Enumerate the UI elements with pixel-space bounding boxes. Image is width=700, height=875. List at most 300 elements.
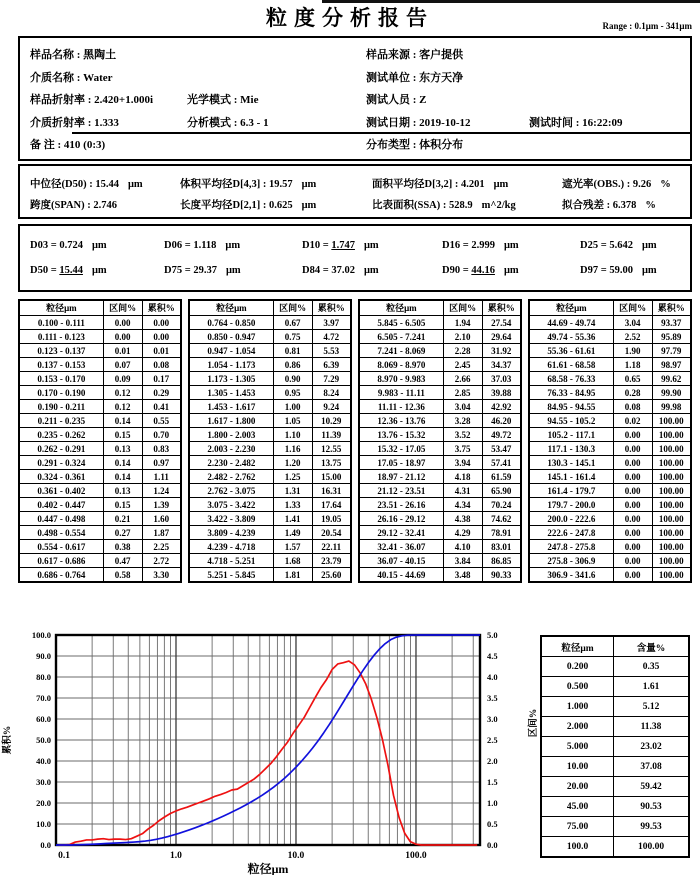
field (366, 46, 529, 62)
field-colon: : (54, 139, 64, 152)
y-left-tick-label: 70.0 (36, 693, 51, 703)
cumulative-cell: 100.00 (652, 554, 691, 568)
d-number: 29.37 (193, 265, 217, 276)
table-row (529, 386, 691, 400)
table-row (359, 330, 521, 344)
table-row (529, 484, 691, 498)
interval-cell: 0.15 (103, 498, 142, 512)
size-range-cell: 3.422 - 3.809 (189, 512, 273, 526)
interval-cell: 4.18 (443, 470, 482, 484)
size-range-cell: 0.686 - 0.764 (19, 568, 103, 583)
interval-cell: 3.04 (443, 400, 482, 414)
size-range-cell: 0.190 - 0.211 (19, 400, 103, 414)
interval-cell: 0.65 (613, 372, 652, 386)
interval-cell: 3.28 (443, 414, 482, 428)
d-unit: μm (225, 240, 241, 251)
size-range-cell: 0.764 - 0.850 (189, 316, 273, 330)
table-row (529, 526, 691, 540)
interval-cell: 0.00 (613, 456, 652, 470)
field (366, 114, 529, 130)
field-value: 16:22:09 (582, 116, 623, 129)
cumulative-cell: 97.79 (652, 344, 691, 358)
cumulative-cell: 15.00 (312, 470, 351, 484)
side-table (540, 635, 690, 858)
size-range-cell: 130.3 - 145.1 (529, 456, 613, 470)
metric-value: 15.44 (95, 179, 119, 190)
column-header: 累积% (652, 300, 691, 316)
field-label: 介质名称 (30, 71, 74, 84)
side-table-header-row (541, 636, 689, 657)
interval-cell: 1.05 (273, 414, 312, 428)
interval-cell: 4.10 (443, 540, 482, 554)
interval-cell: 1.33 (273, 498, 312, 512)
side-table-row (541, 677, 689, 697)
info-right-cell (366, 69, 682, 85)
table-row (359, 568, 521, 583)
field-value: 1.333 (94, 116, 119, 129)
report-title: 粒度分析报告 (266, 6, 434, 30)
content-cell: 90.53 (614, 797, 689, 817)
metric-label: 拟合残差 : (562, 200, 613, 211)
interval-cell: 2.66 (443, 372, 482, 386)
field (366, 136, 529, 152)
metric-unit: μm (127, 179, 143, 190)
cumulative-cell: 0.00 (142, 316, 181, 330)
size-range-cell: 3.075 - 3.422 (189, 498, 273, 512)
size-range-cell: 2.230 - 2.482 (189, 456, 273, 470)
cumulative-cell: 53.47 (482, 442, 521, 456)
metric-label: 中位径(D50) : (30, 179, 96, 190)
size-range-cell: 0.447 - 0.498 (19, 512, 103, 526)
field-colon: : (410, 71, 420, 84)
size-range-cell: 8.970 - 9.983 (359, 372, 443, 386)
table-row (529, 344, 691, 358)
field-colon: : (573, 116, 583, 129)
size-range-cell: 94.55 - 105.2 (529, 414, 613, 428)
metric-value: 4.201 (460, 179, 485, 190)
right-axis-label: 区间% (529, 708, 539, 738)
size-cell: 20.00 (541, 777, 614, 797)
cumulative-cell: 0.00 (142, 330, 181, 344)
info-left-cell (30, 91, 366, 107)
interval-cell: 0.14 (103, 470, 142, 484)
d-unit: μm (641, 240, 657, 251)
y-left-tick-label: 100.0 (31, 630, 51, 640)
dvalues-row (30, 233, 690, 258)
size-range-cell: 0.123 - 0.137 (19, 344, 103, 358)
info-row (30, 88, 682, 111)
interval-cell: 0.12 (103, 386, 142, 400)
table-row (189, 386, 351, 400)
x-tick-label: 10.0 (287, 851, 305, 861)
size-range-cell: 0.324 - 0.361 (19, 470, 103, 484)
cumulative-cell: 17.64 (312, 498, 351, 512)
interval-cell: 2.10 (443, 330, 482, 344)
interval-cell: 3.52 (443, 428, 482, 442)
field-label: 备 注 (30, 139, 55, 152)
field (366, 91, 529, 107)
range-label: Range : 0.1μm - 341μm (602, 21, 692, 31)
field (529, 114, 623, 130)
distribution-table (528, 299, 692, 583)
info-left-cell (30, 136, 366, 152)
y-right-tick-label: 0.5 (487, 819, 498, 829)
distribution-table (188, 299, 352, 583)
size-range-cell: 7.241 - 8.069 (359, 344, 443, 358)
interval-cell: 0.27 (103, 526, 142, 540)
size-range-cell: 179.7 - 200.0 (529, 498, 613, 512)
field-value: Water (83, 71, 113, 84)
side-table-row (541, 657, 689, 677)
y-left-tick-label: 40.0 (36, 756, 51, 766)
info-left-cell (30, 69, 366, 85)
size-range-cell: 275.8 - 306.9 (529, 554, 613, 568)
d-number: 59.00 (609, 265, 633, 276)
column-header: 粒径μm (19, 300, 103, 316)
interval-cell: 1.10 (273, 428, 312, 442)
field-colon: : (85, 116, 95, 129)
table-row (189, 442, 351, 456)
d-name: D50 = (30, 265, 60, 276)
cumulative-cell: 39.88 (482, 386, 521, 400)
table-row (359, 512, 521, 526)
column-header: 区间% (103, 300, 142, 316)
side-column-header: 含量% (614, 636, 689, 657)
d-unit: μm (503, 265, 519, 276)
x-tick-label: 1.0 (170, 851, 182, 861)
field-colon: : (410, 94, 420, 107)
table-row (359, 540, 521, 554)
interval-cell: 0.00 (613, 484, 652, 498)
field-colon: : (231, 94, 241, 107)
table-row (359, 498, 521, 512)
metric (180, 176, 372, 191)
d-value (164, 240, 302, 251)
table-row (19, 526, 181, 540)
size-range-cell: 5.251 - 5.845 (189, 568, 273, 583)
y-left-tick-label: 60.0 (36, 714, 51, 724)
cumulative-cell: 42.92 (482, 400, 521, 414)
d-value (442, 240, 580, 251)
field-value: 410 (0:3) (63, 139, 106, 152)
cumulative-cell: 0.55 (142, 414, 181, 428)
size-range-cell: 8.069 - 8.970 (359, 358, 443, 372)
table-row (359, 456, 521, 470)
content-cell: 99.53 (614, 817, 689, 837)
cumulative-cell: 1.24 (142, 484, 181, 498)
size-range-cell: 0.617 - 0.686 (19, 554, 103, 568)
size-range-cell: 1.617 - 1.800 (189, 414, 273, 428)
table-row (189, 344, 351, 358)
info-right-cell (366, 46, 682, 62)
table-row (359, 470, 521, 484)
size-range-cell: 0.137 - 0.153 (19, 358, 103, 372)
info-row (30, 66, 682, 89)
interval-cell: 1.25 (273, 470, 312, 484)
cumulative-cell: 0.01 (142, 344, 181, 358)
table-row (359, 400, 521, 414)
table-row (19, 456, 181, 470)
size-cell: 75.00 (541, 817, 614, 837)
field (187, 114, 269, 130)
interval-cell: 0.08 (613, 400, 652, 414)
cumulative-cell: 11.39 (312, 428, 351, 442)
table-row (529, 498, 691, 512)
cumulative-cell: 34.37 (482, 358, 521, 372)
table-row (359, 316, 521, 330)
content-cell: 1.61 (614, 677, 689, 697)
cumulative-cell: 3.97 (312, 316, 351, 330)
content-cell: 59.42 (614, 777, 689, 797)
field-label: 光学模式 (187, 94, 231, 107)
side-table-row (541, 797, 689, 817)
d-value (580, 240, 657, 251)
size-range-cell: 161.4 - 179.7 (529, 484, 613, 498)
size-range-cell: 0.235 - 0.262 (19, 428, 103, 442)
cumulative-cell: 29.64 (482, 330, 521, 344)
field-value: 客户提供 (419, 49, 464, 62)
size-range-cell: 0.262 - 0.291 (19, 442, 103, 456)
size-range-cell: 44.69 - 49.74 (529, 316, 613, 330)
metric-unit: m^2/kg (481, 200, 516, 211)
cumulative-cell: 13.75 (312, 456, 351, 470)
table-row (19, 316, 181, 330)
interval-cell: 0.28 (613, 386, 652, 400)
y-left-tick-label: 20.0 (36, 798, 51, 808)
cumulative-cell: 0.70 (142, 428, 181, 442)
field-value: 2019-10-12 (419, 116, 471, 129)
table-row (189, 330, 351, 344)
size-cell: 0.500 (541, 677, 614, 697)
table-row (359, 344, 521, 358)
interval-cell: 3.04 (613, 316, 652, 330)
cumulative-cell: 2.25 (142, 540, 181, 554)
table-row (189, 456, 351, 470)
cumulative-cell: 16.31 (312, 484, 351, 498)
table-row (359, 386, 521, 400)
y-right-tick-label: 3.5 (487, 693, 498, 703)
interval-cell: 0.07 (103, 358, 142, 372)
table-row (359, 526, 521, 540)
d-name: D97 = (580, 265, 610, 276)
d-value (30, 240, 164, 251)
interval-cell: 4.31 (443, 484, 482, 498)
content-cell: 0.35 (614, 657, 689, 677)
interval-cell: 1.94 (443, 316, 482, 330)
table-row (529, 512, 691, 526)
size-range-cell: 0.498 - 0.554 (19, 526, 103, 540)
d-number: 0.724 (59, 240, 83, 251)
size-range-cell: 18.97 - 21.12 (359, 470, 443, 484)
size-range-cell: 1.800 - 2.003 (189, 428, 273, 442)
interval-cell: 2.52 (613, 330, 652, 344)
table-row (529, 428, 691, 442)
metric (372, 197, 562, 212)
table-row (529, 568, 691, 583)
x-tick-label: 0.1 (58, 851, 70, 861)
y-left-tick-label: 90.0 (36, 651, 51, 661)
size-range-cell: 222.6 - 247.8 (529, 526, 613, 540)
interval-cell: 0.21 (103, 512, 142, 526)
field-value: 黑陶土 (83, 49, 117, 62)
table-row (19, 540, 181, 554)
y-left-tick-label: 0.0 (40, 840, 51, 850)
interval-cell: 0.13 (103, 442, 142, 456)
cumulative-cell: 49.72 (482, 428, 521, 442)
size-cell: 0.200 (541, 657, 614, 677)
y-left-tick-label: 10.0 (36, 819, 51, 829)
d-value (302, 265, 442, 276)
size-range-cell: 6.505 - 7.241 (359, 330, 443, 344)
metric-value: 528.9 (449, 200, 473, 211)
interval-cell: 1.57 (273, 540, 312, 554)
summary-box (18, 164, 692, 219)
column-header: 粒径μm (529, 300, 613, 316)
size-range-cell: 2.482 - 2.762 (189, 470, 273, 484)
field-label: 测试时间 (529, 116, 573, 129)
interval-cell: 4.29 (443, 526, 482, 540)
column-header: 粒径μm (189, 300, 273, 316)
column-header: 区间% (443, 300, 482, 316)
cumulative-cell: 100.00 (652, 428, 691, 442)
size-range-cell: 26.16 - 29.12 (359, 512, 443, 526)
table-row (19, 512, 181, 526)
cumulative-cell: 93.37 (652, 316, 691, 330)
size-range-cell: 9.983 - 11.11 (359, 386, 443, 400)
metric-unit: μm (301, 200, 317, 211)
d-number: 5.642 (609, 240, 633, 251)
x-tick-label: 100.0 (405, 851, 427, 861)
d-unit: μm (363, 240, 379, 251)
distribution-tables (18, 299, 692, 583)
field-label: 样品名称 (30, 49, 74, 62)
field-label: 测试人员 (366, 94, 410, 107)
size-range-cell: 4.239 - 4.718 (189, 540, 273, 554)
size-cell: 10.00 (541, 757, 614, 777)
field (187, 91, 259, 107)
table-row (19, 330, 181, 344)
d-value (580, 265, 657, 276)
d-unit: μm (363, 265, 379, 276)
interval-cell: 0.00 (613, 512, 652, 526)
size-range-cell: 200.0 - 222.6 (529, 512, 613, 526)
interval-cell: 1.49 (273, 526, 312, 540)
metric-label: 跨度(SPAN) : (30, 200, 94, 211)
cumulative-cell: 78.91 (482, 526, 521, 540)
table-row (189, 316, 351, 330)
info-row (30, 43, 682, 66)
table-row (359, 484, 521, 498)
metric-unit: % (645, 200, 656, 211)
table-row (359, 428, 521, 442)
interval-cell: 0.00 (103, 316, 142, 330)
table-row (529, 400, 691, 414)
cumulative-cell: 37.03 (482, 372, 521, 386)
cumulative-cell: 100.00 (652, 442, 691, 456)
content-cell: 37.08 (614, 757, 689, 777)
metric-label: 面积平均径D[3,2] : (372, 179, 461, 190)
interval-cell: 1.68 (273, 554, 312, 568)
field-colon: : (410, 139, 420, 152)
cumulative-cell: 99.90 (652, 386, 691, 400)
field-value: 东方天净 (419, 71, 464, 84)
table-row (359, 372, 521, 386)
size-range-cell: 12.36 - 13.76 (359, 414, 443, 428)
cumulative-cell: 22.11 (312, 540, 351, 554)
d-unit: μm (503, 240, 519, 251)
content-cell: 100.00 (614, 837, 689, 858)
size-range-cell: 0.850 - 0.947 (189, 330, 273, 344)
field (30, 69, 187, 85)
interval-cell: 1.00 (273, 400, 312, 414)
cumulative-cell: 4.72 (312, 330, 351, 344)
y-right-tick-label: 5.0 (487, 630, 498, 640)
size-range-cell: 1.453 - 1.617 (189, 400, 273, 414)
table-row (189, 498, 351, 512)
table-row (359, 414, 521, 428)
cumulative-cell: 100.00 (652, 456, 691, 470)
cumulative-cell: 100.00 (652, 540, 691, 554)
table-row (529, 540, 691, 554)
cumulative-cell: 9.24 (312, 400, 351, 414)
size-range-cell: 306.9 - 341.6 (529, 568, 613, 583)
size-range-cell: 2.003 - 2.230 (189, 442, 273, 456)
d-number: 15.44 (59, 265, 83, 276)
y-right-tick-label: 1.5 (487, 777, 498, 787)
interval-cell: 0.14 (103, 414, 142, 428)
cumulative-cell: 0.83 (142, 442, 181, 456)
metric (562, 176, 671, 191)
interval-cell: 0.95 (273, 386, 312, 400)
table-row (529, 414, 691, 428)
d-name: D90 = (442, 265, 472, 276)
interval-cell: 0.75 (273, 330, 312, 344)
size-range-cell: 0.170 - 0.190 (19, 386, 103, 400)
interval-cell: 4.38 (443, 512, 482, 526)
field-colon: : (85, 94, 95, 107)
size-range-cell: 55.36 - 61.61 (529, 344, 613, 358)
table-row (189, 512, 351, 526)
table-row (189, 414, 351, 428)
interval-cell: 0.00 (613, 470, 652, 484)
size-range-cell: 61.61 - 68.58 (529, 358, 613, 372)
cumulative-cell: 0.41 (142, 400, 181, 414)
field-colon: : (410, 116, 420, 129)
cumulative-cell: 27.54 (482, 316, 521, 330)
side-table-row (541, 717, 689, 737)
table-row (19, 554, 181, 568)
table-row (19, 498, 181, 512)
side-table-row (541, 777, 689, 797)
side-table-row (541, 737, 689, 757)
field-value: Z (419, 94, 427, 107)
table-row (189, 428, 351, 442)
cumulative-cell: 98.97 (652, 358, 691, 372)
cumulative-cell: 0.08 (142, 358, 181, 372)
metric (372, 176, 562, 191)
interval-cell: 1.41 (273, 512, 312, 526)
field-value: 6.3 - 1 (240, 116, 269, 129)
metric-value: 0.625 (268, 200, 293, 211)
table-row (529, 442, 691, 456)
size-range-cell: 105.2 - 117.1 (529, 428, 613, 442)
side-column-header: 粒径μm (541, 636, 614, 657)
column-header: 粒径μm (359, 300, 443, 316)
field (30, 114, 187, 130)
info-row (30, 133, 682, 156)
field-value: Mie (240, 94, 259, 107)
field-colon: : (231, 116, 241, 129)
